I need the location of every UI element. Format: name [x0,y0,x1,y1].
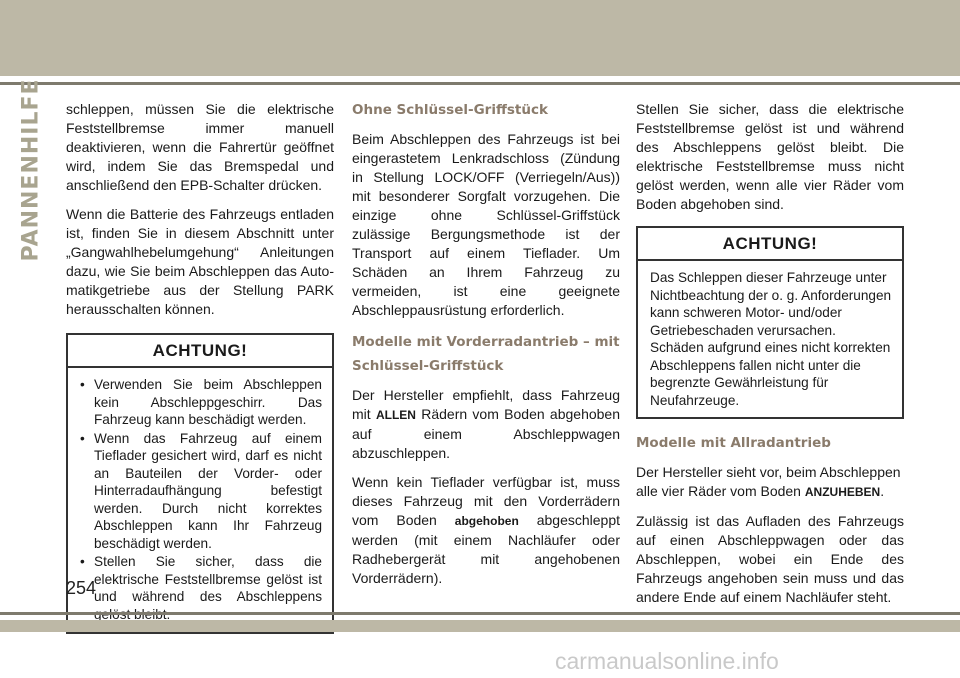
warning-list [80,376,322,623]
paragraph: Stellen Sie sicher, dass die elektrische Feststellbremse gelöst ist und während des Abschleppens gelöst bleibt. Die elektrische Feststellbremse muss nicht gelöst werden, wenn alle vier Räder vom Boden abgehoben sind. [636,101,904,212]
emphasis-text: ALLEN [375,408,416,422]
paragraph: Wenn die Batterie des Fahrzeugs entladen ist, finden Sie in diesem Abschnitt unter „Gangwahlhebelumgehung“ Anleitungen dazu, wie Sie beim Abschleppen das Automatikgetriebe aus der Stellung PARK herausschalten können. [66,206,334,317]
emphasis-text: abgehoben [454,514,519,528]
page-number: 254 [66,578,97,598]
text-run: abgeschleppt werden (mit einem Nachläufer oder Radhebergerät mit angehobenen Vorderrädern). [352,512,621,586]
warning-title: ACHTUNG! [68,335,332,368]
paragraph [352,386,620,463]
warning-box [636,226,904,419]
column-3 [636,100,904,617]
footer-band [0,620,960,632]
warning-body [68,368,332,632]
paragraph: schleppen, müssen Sie die elektrische Feststellbremse immer manuell deaktivieren, wenn die Fahrertür geöffnet wird, indem Sie das Bremspedal und anschließend den EPB-Schalter drücken. [66,101,334,193]
paragraph: Beim Abschleppen des Fahrzeugs ist bei eingerastetem Lenkradschloss (Zündung in Stellung LOCK/OFF (Verriegeln/Aus)) mit besonderer Sorgfalt vorzugehen. Die einzige ohne Schlüssel-Griffstück zulässige Bergungsmethode ist der Transport auf einem Tieflader. Um Schäden an Ihrem Fahrzeug zu vermeiden, ist eine geeignete Abschleppausrüstung erforderlich. [352,131,620,318]
footer-rule [0,612,960,615]
section-heading: Ohne Schlüssel-Griffstück [352,102,548,118]
paragraph [352,473,620,588]
header-rule [0,82,960,85]
text-run: Der Hersteller empfiehlt, dass Fahrzeug mit [352,387,620,422]
paragraph: Zulässig ist das Aufladen des Fahrzeugs auf einen Abschleppwagen oder das Abschleppen, wobei ein Ende des Fahrzeugs angehoben sein muss und das andere Ende auf einem Nachläufer steht. [636,513,904,605]
warning-list-item: • Wenn das Fahrzeug auf einem Tieflader gesichert wird, darf es nicht an Bauteilen der Vorder- oder Hinterradaufhängung befestigt werden. Durch nicht korrektes Abschleppen kann Ihr Fahrzeug beschädigt werden. [80,430,322,553]
section-heading: Modelle mit Vorderradantrieb – mit Schlüssel-Griffstück [352,334,620,374]
warning-body: Das Schleppen dieser Fahrzeuge unter Nichtbeachtung der o. g. Anforderungen kann schweren Motor- und/oder Getriebeschaden verursachen. Schäden aufgrund eines nicht korrekten Abschleppens fallen nicht unter die begrenzte Gewährleistung für Neufahrzeuge. [650,270,892,408]
section-heading: Modelle mit Allradantrieb [636,435,831,451]
header-band [0,0,960,76]
column-2 [352,100,620,598]
text-run: Wenn kein Tieflader verfügbar ist, muss dieses Fahrzeug mit den Vorderrädern vom Boden [352,474,620,528]
warning-box [66,333,334,634]
text-run: . [880,483,885,499]
warning-title: ACHTUNG! [638,228,902,261]
text-run: Der Hersteller sieht vor, beim Abschleppen alle vier Räder vom Boden [636,464,901,499]
text-run: Rädern vom Boden abgehoben auf einem Abschleppwagen abzuschleppen. [352,406,620,461]
warning-list-item: • Verwenden Sie beim Abschleppen kein Abschleppgeschirr. Das Fahrzeug kann beschädigt werden. [80,376,322,429]
paragraph [636,463,904,502]
column-1 [66,100,334,634]
emphasis-text: ANZUHEBEN [804,485,881,499]
section-side-tab [14,78,48,262]
watermark: carmanualsonline.info [555,648,779,674]
warning-list-item: • Stellen Sie sicher, dass die elektrische Feststellbremse gelöst ist und während des Abschleppens [80,553,322,623]
section-side-tab-label: PANNENHILFE [18,78,44,262]
